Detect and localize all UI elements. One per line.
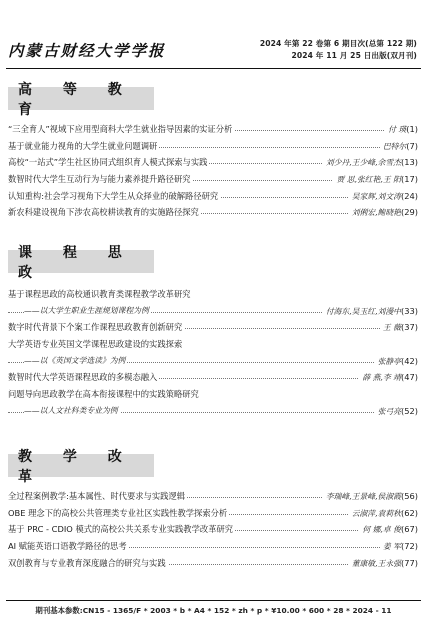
article-title: 双创教育与专业教育深度融合的研究与实践 [8,555,168,572]
page-number: (33) [400,305,418,316]
toc-entry [8,154,418,171]
toc-entry [8,138,418,155]
issue-info [260,38,417,62]
page-number: (62) [400,507,418,518]
page-number: (17) [400,174,418,185]
article-author: 刘少丹,王少峰,余雪杰 [325,158,401,168]
toc-entry [8,353,418,370]
article-title: “三全育人”视域下应用型商科大学生就业指导因素的实证分析 [8,121,234,138]
article-title: 基于课程思政的高校通识教育类课程教学改革研究 [8,286,193,303]
page-number: (47) [400,372,418,383]
article-author: 何 娜,卓 俊 [362,525,401,535]
article-author: 巴特尔 [382,141,407,151]
toc-entry [8,188,418,205]
article-author: 吴家辉,刘文涛 [351,191,401,201]
page-number: (77) [400,557,418,568]
section-entries-higher-education [8,121,418,221]
article-title: 认知重构:社会学习视角下大学生从众择业的破解路径研究 [8,188,220,205]
toc-entry [8,505,418,522]
article-author: 云淑萍,袁莉秋 [351,508,401,518]
article-author: 张弓亮 [377,406,401,416]
page-number: (7) [406,140,418,151]
page-number: (56) [400,491,418,501]
toc-entry [8,538,418,555]
toc-entry [8,286,418,303]
page-number: (42) [400,355,418,366]
article-title: AI 赋能英语口语教学路径的思考 [8,538,129,555]
toc-entry [8,204,418,221]
author-page [380,538,418,556]
article-title: OBE 理念下的高校公共管理类专业社区实践性教学探索分析 [8,505,229,522]
page-number: (24) [400,190,418,201]
author-page [380,138,418,156]
page-number: (37) [400,322,418,333]
page-number: (52) [400,405,418,416]
article-title: 大学英语专业英国文学课程思政建设的实践探索 [8,336,184,353]
article-title: 数智时代大学英语课程思政的多模态融入 [8,369,159,386]
toc-entry [8,319,418,336]
article-author: 薛 燕,李 靖 [362,373,401,383]
author-page [323,303,418,321]
article-title: 基于就业能力视角的大学生就业问题调研 [8,138,159,155]
article-author: 付海东,吴玉红,刘漫中 [325,306,401,316]
article-title: 问题导向思政教学在高本衔接课程中的实践策略研究 [8,386,201,403]
author-page [385,121,418,139]
page-number: (1) [406,124,418,134]
journal-parameters-footer: 期刊基本参数:CN15 - 1365/F * 2003 * b * A4 * 152 * zh * p * ¥10.00 * 600 * 28 * 2024 - 11 [35,606,392,615]
page-number: (13) [400,157,418,168]
author-page [349,204,418,222]
article-subtitle: ——以《英国文学选读》为例 [24,353,127,370]
author-page [349,188,418,206]
section-entries-teaching-reform [8,488,418,571]
toc-entry [8,555,418,572]
author-page [380,319,418,337]
page-number: (29) [400,207,418,218]
article-title: 全过程案例教学:基本属性、时代要求与实践逻辑 [8,488,187,505]
section-heading-higher-education: 高 等 教 育 [8,87,154,110]
section-entries-course-ideology [8,286,418,420]
author-page [359,521,418,539]
bottom-rule [6,600,421,601]
toc-entry [8,521,418,538]
article-title: 数智时代大学生互动行为与能力素养提升路径研究 [8,171,193,188]
article-title: 基于 PRC - CDIO 模式的高校公共关系专业实践教学改革研究 [8,521,235,538]
page-number: (67) [400,524,418,535]
top-rule [6,68,421,69]
toc-entry [8,403,418,420]
article-title: 高校“一站式”学生社区协同式组织育人模式探索与实践 [8,154,209,171]
toc-entry [8,336,418,353]
toc-entry [8,121,418,138]
article-title: 数字时代背景下个案工作课程思政教育创新研究 [8,319,184,336]
article-author: 董康敏,王永强 [351,558,401,568]
author-page [359,369,418,387]
article-author: 刘俐宏,鲍晓艳 [351,208,401,218]
article-author: 李瑞峰,王景峰,侯淑霞 [325,492,401,501]
section-heading-teaching-reform: 教 学 改 革 [8,454,154,477]
toc-entry [8,488,418,505]
author-page [323,488,418,506]
article-subtitle: ——以大学生职业生涯规划课程为例 [24,303,151,320]
page-number: (72) [400,541,418,552]
article-author: 王 薇 [382,323,401,333]
author-page [349,505,418,523]
author-page [349,555,418,573]
section-heading-course-ideology: 课 程 思 政 [8,250,154,273]
issue-line-2: 2024 年 11 月 25 日出版(双月刊) [291,51,417,60]
author-page [375,403,418,421]
author-page [333,171,418,189]
article-author: 姜 军 [382,542,401,552]
article-subtitle: ——以人文社科类专业为例 [24,403,120,420]
toc-entry [8,369,418,386]
issue-line-1: 2024 年第 22 卷第 6 期目次(总第 122 期) [259,39,417,48]
toc-entry [8,386,418,403]
article-title: 新农科建设视角下涉农高校耕读教育的实施路径探究 [8,204,201,221]
toc-entry [8,303,418,320]
author-page [375,353,418,371]
journal-title: 内蒙古财经大学学报 [8,41,166,60]
author-page [323,154,418,172]
article-author: 张静亭 [377,356,401,366]
article-author: 贾 思,张红艳,王 阳 [336,175,401,185]
article-author: 付 瑛 [388,125,407,134]
toc-entry [8,171,418,188]
